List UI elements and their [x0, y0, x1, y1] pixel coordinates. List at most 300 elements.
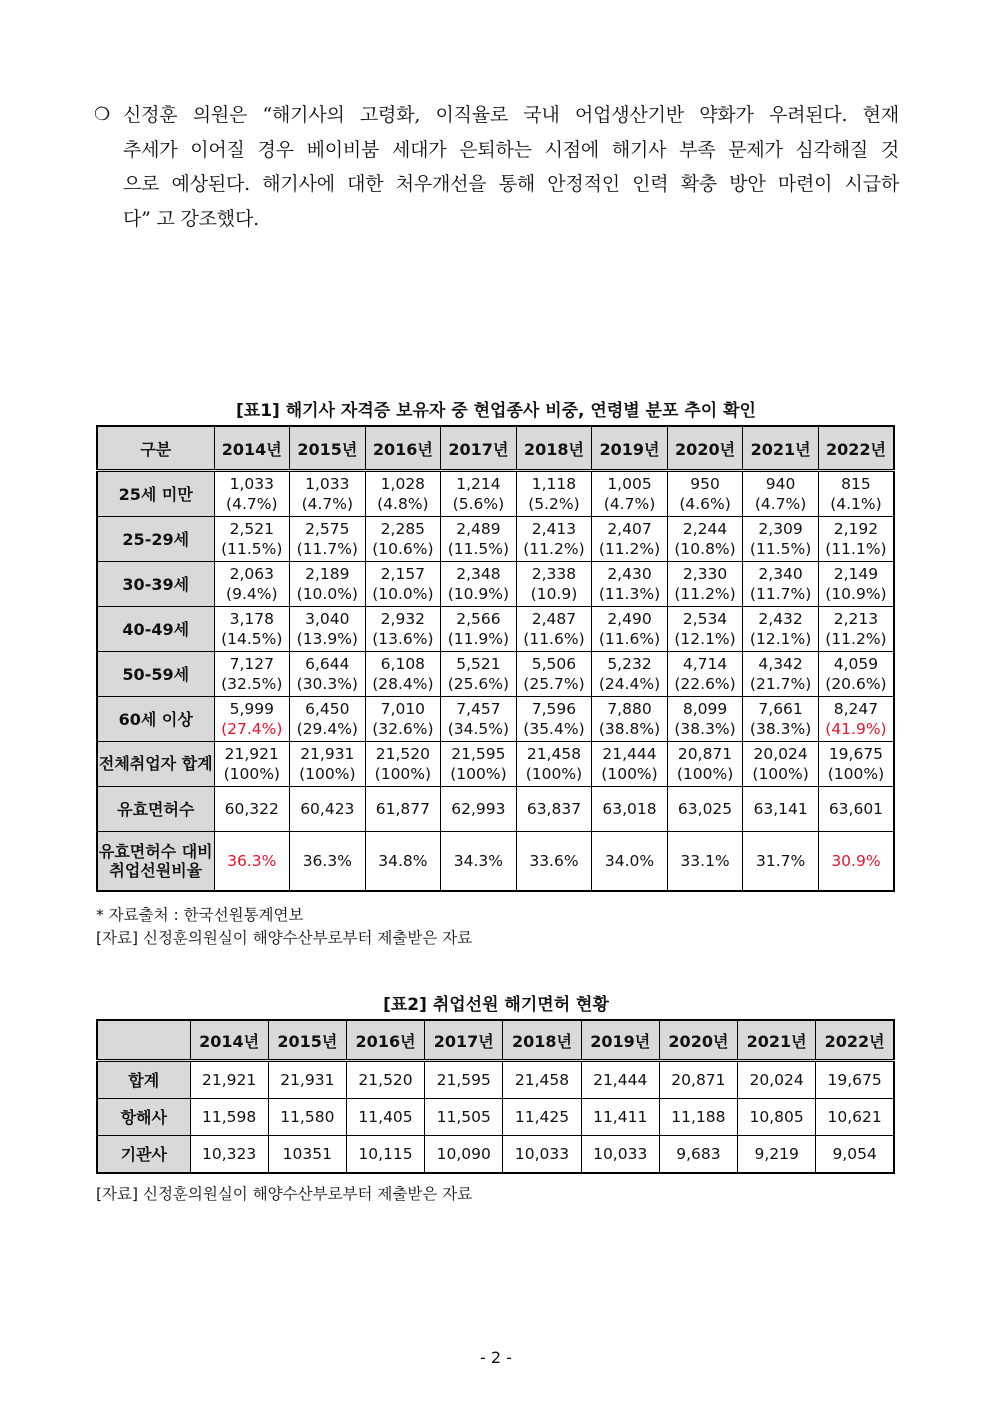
data-cell — [365, 607, 441, 652]
cell-value: 21,595 — [451, 745, 506, 763]
data-cell — [441, 607, 517, 652]
data-cell — [667, 471, 743, 517]
row-label: 기관사 — [97, 1136, 190, 1174]
data-cell — [214, 607, 290, 652]
cell-value: 1,118 — [531, 475, 577, 493]
cell-value: 2,348 — [456, 565, 501, 583]
cell-percent: (38.3%) — [749, 720, 812, 738]
cell-percent: (5.6%) — [452, 495, 505, 513]
cell-percent: (11.2%) — [674, 585, 736, 603]
data-cell — [365, 562, 441, 607]
data-cell — [441, 787, 517, 832]
data-cell: 10,323 — [190, 1136, 268, 1174]
data-cell — [667, 562, 743, 607]
cell-value: 2,063 — [229, 565, 274, 583]
cell-value: 5,521 — [456, 655, 501, 673]
cell-value: 20,024 — [753, 745, 808, 763]
data-cell — [818, 517, 894, 562]
data-cell — [592, 471, 668, 517]
data-cell: 10,033 — [503, 1136, 581, 1174]
data-cell — [290, 787, 366, 832]
cell-percent: (25.7%) — [523, 675, 585, 693]
cell-percent: (10.0%) — [372, 585, 434, 603]
cell-value: 2,932 — [380, 610, 426, 628]
data-cell — [516, 787, 592, 832]
cell-percent: (4.7%) — [226, 495, 278, 513]
cell-value: 4,714 — [682, 655, 728, 673]
data-cell: 10,805 — [738, 1099, 816, 1136]
source-note: * 자료출처 : 한국선원통계연보 — [96, 906, 304, 924]
data-cell: 21,444 — [581, 1061, 659, 1099]
data-cell — [667, 742, 743, 787]
data-cell — [516, 697, 592, 742]
data-cell — [365, 832, 441, 892]
data-cell — [743, 787, 819, 832]
cell-percent: (11.7%) — [296, 540, 358, 558]
data-cell — [214, 517, 290, 562]
cell-percent: (28.4%) — [372, 675, 434, 693]
year-header: 2016년 — [365, 426, 441, 471]
cell-value: 19,675 — [828, 745, 884, 763]
cell-value: 21,921 — [224, 745, 279, 763]
data-cell: 11,580 — [268, 1099, 346, 1136]
cell-value: 2,566 — [456, 610, 501, 628]
data-cell — [743, 652, 819, 697]
cell-percent: (12.1%) — [749, 630, 812, 648]
data-cell — [592, 652, 668, 697]
license-status-table — [96, 1019, 895, 1174]
data-cell: 21,458 — [503, 1061, 581, 1099]
data-cell — [592, 517, 668, 562]
cell-value: 1,214 — [456, 475, 501, 493]
data-cell — [441, 652, 517, 697]
data-cell — [516, 607, 592, 652]
data-cell — [818, 742, 894, 787]
row-label: 항해사 — [97, 1099, 190, 1136]
cell-percent: (11.3%) — [598, 585, 661, 603]
year-header: 2019년 — [581, 1020, 659, 1061]
data-cell: 9,219 — [738, 1136, 816, 1174]
table-row — [97, 742, 894, 787]
table-row — [97, 652, 894, 697]
year-header: 2016년 — [346, 1020, 424, 1061]
data-cell: 9,054 — [816, 1136, 894, 1174]
data-cell — [365, 471, 441, 517]
cell-value: 2,330 — [682, 565, 728, 583]
paragraph-line: 추세가 이어질 경우 베이비붐 세대가 은퇴하는 시점에 해기사 부족 문제가 심각해질 것 — [123, 138, 899, 161]
data-cell — [743, 742, 819, 787]
table-row — [97, 517, 894, 562]
cell-value: 2,149 — [833, 565, 879, 583]
cell-percent: (38.3%) — [674, 720, 736, 738]
year-header: 2019년 — [592, 426, 668, 471]
cell-value: 5,232 — [607, 655, 652, 673]
cell-percent: (10.9%) — [447, 585, 510, 603]
cell-percent: (32.6%) — [372, 720, 434, 738]
data-cell — [592, 697, 668, 742]
data-cell — [818, 832, 894, 892]
cell-value: 60,322 — [224, 800, 279, 818]
cell-percent: (100%) — [374, 765, 432, 783]
data-cell: 10,115 — [346, 1136, 424, 1174]
cell-value: 21,458 — [526, 745, 582, 763]
data-cell — [441, 562, 517, 607]
cell-value: 5,506 — [531, 655, 577, 673]
data-cell — [818, 607, 894, 652]
data-cell — [441, 471, 517, 517]
data-cell — [365, 652, 441, 697]
data-cell — [214, 471, 290, 517]
table-row — [97, 607, 894, 652]
cell-value: 2,213 — [833, 610, 879, 628]
data-cell: 11,505 — [425, 1099, 503, 1136]
circle-bullet-icon: ❍ — [94, 104, 110, 125]
header-cell: 구분 — [97, 426, 214, 471]
cell-percent: (11.2%) — [523, 540, 585, 558]
data-cell — [290, 742, 366, 787]
row-label: 25세 미만 — [97, 471, 214, 517]
cell-value: 33.6% — [529, 852, 579, 870]
year-header: 2015년 — [268, 1020, 346, 1061]
cell-value: 34.8% — [378, 852, 428, 870]
cell-value: 7,880 — [607, 700, 652, 718]
cell-value: 3,178 — [229, 610, 274, 628]
data-cell: 11,405 — [346, 1099, 424, 1136]
cell-value: 6,644 — [305, 655, 350, 673]
data-source-note-2: [자료] 신정훈의원실이 해양수산부로부터 제출받은 자료 — [96, 1185, 473, 1203]
table-row — [97, 1136, 894, 1174]
cell-percent: (4.1%) — [830, 495, 882, 513]
cell-value: 7,596 — [531, 700, 577, 718]
cell-value: 2,487 — [531, 610, 577, 628]
data-cell — [441, 832, 517, 892]
data-cell — [667, 517, 743, 562]
data-cell — [818, 697, 894, 742]
data-cell: 10351 — [268, 1136, 346, 1174]
cell-value: 7,127 — [229, 655, 274, 673]
cell-value: 2,432 — [758, 610, 803, 628]
data-cell — [592, 787, 668, 832]
cell-value: 815 — [841, 475, 871, 493]
data-cell — [818, 471, 894, 517]
data-cell: 19,675 — [816, 1061, 894, 1099]
cell-value: 2,521 — [229, 520, 274, 538]
table1-caption: [표1] 해기사 자격증 보유자 중 현업종사 비중, 연령별 분포 추이 확인 — [236, 401, 756, 421]
data-cell — [441, 742, 517, 787]
cell-value: 7,661 — [758, 700, 803, 718]
cell-percent: (34.5%) — [447, 720, 510, 738]
data-cell: 21,595 — [425, 1061, 503, 1099]
cell-percent: (11.1%) — [825, 540, 887, 558]
cell-value: 21,520 — [375, 745, 430, 763]
cell-value: 2,413 — [531, 520, 577, 538]
data-cell — [667, 832, 743, 892]
cell-percent: (10.9%) — [825, 585, 887, 603]
year-header: 2020년 — [667, 426, 743, 471]
paragraph-line: ❍ 신정훈 의원은 “해기사의 고령화, 이직율로 국내 어업생산기반 약화가 우려된다. 현재 — [94, 98, 899, 133]
table-row — [97, 1061, 894, 1099]
data-cell — [592, 832, 668, 892]
cell-value: 20,871 — [677, 745, 733, 763]
cell-value: 2,340 — [758, 565, 803, 583]
cell-value: 21,444 — [602, 745, 657, 763]
data-cell — [214, 832, 290, 892]
data-cell — [214, 787, 290, 832]
data-cell: 10,033 — [581, 1136, 659, 1174]
cell-value: 63,018 — [602, 800, 657, 818]
data-cell: 10,621 — [816, 1099, 894, 1136]
row-label: 40-49세 — [97, 607, 214, 652]
row-label: 25-29세 — [97, 517, 214, 562]
data-cell — [743, 832, 819, 892]
paragraph-line: 으로 예상된다. 해기사에 대한 처우개선을 통해 안정적인 인력 확충 방안 마련이 시급하 — [123, 173, 899, 195]
year-header: 2022년 — [818, 426, 894, 471]
row-label: 유효면허수 대비 취업선원비율 — [97, 832, 214, 892]
age-distribution-table — [96, 425, 895, 892]
cell-value: 5,999 — [229, 700, 274, 718]
data-cell — [743, 607, 819, 652]
cell-percent: (24.4%) — [598, 675, 661, 693]
year-header: 2020년 — [659, 1020, 737, 1061]
cell-value: 62,993 — [451, 800, 506, 818]
data-cell — [743, 517, 819, 562]
cell-percent: (41.9%) — [825, 720, 887, 738]
cell-percent: (13.6%) — [372, 630, 434, 648]
data-cell — [592, 742, 668, 787]
cell-percent: (30.3%) — [296, 675, 358, 693]
cell-value: 7,010 — [380, 700, 426, 718]
data-cell — [592, 607, 668, 652]
cell-percent: (100%) — [752, 765, 809, 783]
data-cell — [743, 697, 819, 742]
cell-percent: (11.5%) — [749, 540, 812, 558]
cell-value: 36.3% — [227, 852, 277, 870]
table2-caption: [표2] 취업선원 해기면허 현황 — [383, 995, 609, 1015]
cell-percent: (4.7%) — [301, 495, 354, 513]
cell-value: 63,837 — [526, 800, 582, 818]
year-header: 2021년 — [743, 426, 819, 471]
cell-value: 2,430 — [607, 565, 652, 583]
cell-percent: (12.1%) — [674, 630, 736, 648]
table-row — [97, 562, 894, 607]
row-label: 50-59세 — [97, 652, 214, 697]
year-header: 2017년 — [425, 1020, 503, 1061]
data-cell — [290, 562, 366, 607]
data-cell — [818, 787, 894, 832]
cell-value: 6,450 — [305, 700, 350, 718]
year-header: 2022년 — [816, 1020, 894, 1061]
table-row — [97, 471, 894, 517]
cell-percent: (11.2%) — [598, 540, 661, 558]
cell-percent: (32.5%) — [221, 675, 283, 693]
cell-percent: (10.8%) — [674, 540, 736, 558]
row-label: 합계 — [97, 1061, 190, 1099]
data-cell: 11,188 — [659, 1099, 737, 1136]
cell-percent: (5.2%) — [528, 495, 580, 513]
data-cell — [365, 697, 441, 742]
data-cell: 21,520 — [346, 1061, 424, 1099]
data-cell: 10,090 — [425, 1136, 503, 1174]
cell-percent: (35.4%) — [523, 720, 585, 738]
cell-value: 940 — [765, 475, 796, 493]
table-row — [97, 832, 894, 892]
cell-percent: (100%) — [299, 765, 356, 783]
header-cell — [97, 1020, 190, 1061]
data-cell — [365, 742, 441, 787]
year-header: 2017년 — [441, 426, 517, 471]
cell-percent: (100%) — [223, 765, 280, 783]
cell-value: 2,575 — [305, 520, 350, 538]
cell-value: 2,309 — [758, 520, 803, 538]
data-cell — [214, 742, 290, 787]
cell-percent: (4.7%) — [603, 495, 656, 513]
cell-value: 60,423 — [300, 800, 355, 818]
cell-value: 30.9% — [831, 852, 881, 870]
cell-percent: (4.8%) — [377, 495, 429, 513]
data-cell — [214, 562, 290, 607]
cell-value: 4,059 — [833, 655, 879, 673]
cell-percent: (4.6%) — [679, 495, 731, 513]
data-cell: 20,871 — [659, 1061, 737, 1099]
cell-percent: (11.6%) — [598, 630, 661, 648]
data-cell — [667, 787, 743, 832]
data-cell — [290, 471, 366, 517]
table-row — [97, 787, 894, 832]
cell-value: 2,192 — [833, 520, 879, 538]
cell-value: 63,025 — [677, 800, 733, 818]
data-cell — [516, 471, 592, 517]
cell-value: 2,189 — [305, 565, 350, 583]
cell-value: 34.3% — [453, 852, 504, 870]
cell-percent: (11.5%) — [447, 540, 510, 558]
year-header: 2014년 — [214, 426, 290, 471]
cell-percent: (22.6%) — [674, 675, 736, 693]
cell-percent: (100%) — [827, 765, 885, 783]
cell-percent: (11.6%) — [523, 630, 585, 648]
cell-value: 7,457 — [456, 700, 501, 718]
cell-value: 950 — [690, 475, 720, 493]
cell-value: 2,157 — [380, 565, 426, 583]
year-header: 2015년 — [290, 426, 366, 471]
header-row — [97, 426, 894, 471]
data-cell — [365, 517, 441, 562]
table-row — [97, 1099, 894, 1136]
year-header: 2021년 — [738, 1020, 816, 1061]
data-cell — [743, 562, 819, 607]
data-cell — [214, 697, 290, 742]
row-label: 30-39세 — [97, 562, 214, 607]
cell-percent: (11.7%) — [749, 585, 812, 603]
cell-percent: (100%) — [450, 765, 507, 783]
cell-percent: (10.9) — [530, 585, 578, 603]
data-cell — [516, 652, 592, 697]
cell-value: 63,141 — [753, 800, 808, 818]
cell-percent: (10.0%) — [296, 585, 358, 603]
data-cell — [667, 652, 743, 697]
table-row — [97, 697, 894, 742]
cell-percent: (29.4%) — [296, 720, 358, 738]
cell-value: 2,407 — [607, 520, 652, 538]
cell-value: 33.1% — [680, 852, 730, 870]
cell-value: 8,099 — [682, 700, 728, 718]
data-cell — [365, 787, 441, 832]
data-cell: 21,931 — [268, 1061, 346, 1099]
data-cell: 11,411 — [581, 1099, 659, 1136]
paragraph-line: 다” 고 강조했다. — [123, 207, 259, 230]
data-cell — [818, 652, 894, 697]
cell-value: 31.7% — [755, 852, 806, 870]
data-cell — [743, 471, 819, 517]
cell-value: 63,601 — [828, 800, 884, 818]
cell-percent: (100%) — [676, 765, 734, 783]
data-cell — [516, 562, 592, 607]
year-header: 2014년 — [190, 1020, 268, 1061]
row-label: 전체취업자 합계 — [97, 742, 214, 787]
data-cell — [667, 607, 743, 652]
data-cell: 11,598 — [190, 1099, 268, 1136]
cell-percent: (10.6%) — [372, 540, 434, 558]
cell-value: 1,005 — [607, 475, 652, 493]
cell-value: 8,247 — [833, 700, 879, 718]
data-cell — [516, 832, 592, 892]
data-cell: 11,425 — [503, 1099, 581, 1136]
cell-value: 2,534 — [682, 610, 728, 628]
year-header: 2018년 — [503, 1020, 581, 1061]
cell-percent: (9.4%) — [226, 585, 278, 603]
cell-percent: (27.4%) — [221, 720, 283, 738]
cell-value: 3,040 — [305, 610, 350, 628]
cell-value: 2,285 — [380, 520, 426, 538]
cell-value: 4,342 — [758, 655, 803, 673]
data-cell — [818, 562, 894, 607]
cell-value: 2,244 — [682, 520, 728, 538]
data-cell — [516, 517, 592, 562]
cell-percent: (100%) — [601, 765, 658, 783]
data-cell: 9,683 — [659, 1136, 737, 1174]
data-source-note: [자료] 신정훈의원실이 해양수산부로부터 제출받은 자료 — [96, 929, 473, 947]
data-cell — [290, 517, 366, 562]
body-paragraph — [94, 98, 899, 236]
data-cell: 20,024 — [738, 1061, 816, 1099]
header-row — [97, 1020, 894, 1061]
page-number: - 2 - — [480, 1348, 512, 1367]
cell-value: 61,877 — [375, 800, 430, 818]
data-cell — [441, 697, 517, 742]
cell-percent: (11.2%) — [825, 630, 887, 648]
cell-percent: (13.9%) — [296, 630, 358, 648]
cell-value: 34.0% — [604, 852, 655, 870]
data-cell — [290, 607, 366, 652]
data-cell — [290, 832, 366, 892]
data-cell — [290, 697, 366, 742]
cell-value: 6,108 — [380, 655, 426, 673]
cell-percent: (11.9%) — [447, 630, 510, 648]
cell-value: 2,490 — [607, 610, 652, 628]
cell-percent: (11.5%) — [221, 540, 283, 558]
year-header: 2018년 — [516, 426, 592, 471]
cell-percent: (4.7%) — [754, 495, 807, 513]
data-cell — [441, 517, 517, 562]
cell-value: 2,489 — [456, 520, 501, 538]
cell-percent: (25.6%) — [447, 675, 510, 693]
data-cell — [592, 562, 668, 607]
cell-value: 36.3% — [302, 852, 352, 870]
row-label: 유효면허수 — [97, 787, 214, 832]
data-cell — [290, 652, 366, 697]
data-cell — [516, 742, 592, 787]
cell-percent: (14.5%) — [221, 630, 283, 648]
cell-value: 1,033 — [305, 475, 350, 493]
